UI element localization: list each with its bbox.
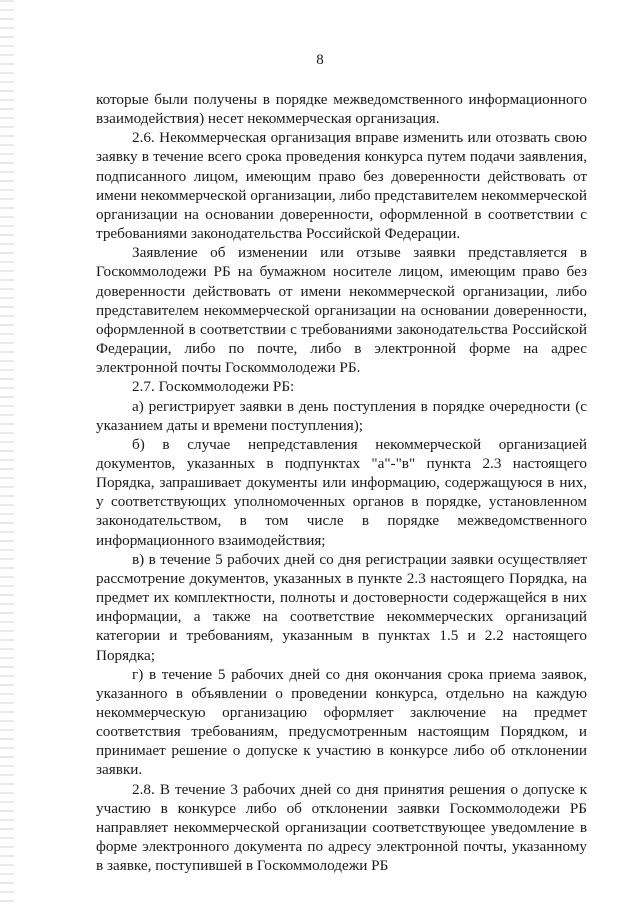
paragraph-2-7: 2.7. Госкоммолодежи РБ: — [132, 378, 295, 396]
document-body — [96, 90, 587, 875]
scan-edge-artifact — [0, 0, 14, 905]
paragraph-2-6: 2.6. Некоммерческая организация вправе изменить или отозвать свою заявку в течение всего срока проведения конкурса путем подачи заявления, подписанного лицом, имеющим право без доверенности действовать от имени некоммерческой организации, либо представителем некоммерческой организации на основании доверенности, оформленной в соответствии с требованиями законодательства Российской Федерации. — [96, 129, 587, 243]
paragraph-2-7-g: г) в течение 5 рабочих дней со дня окончания срока приема заявок, указанного в объявлении о проведении конкурса, отдельно на каждую некоммерческую организацию оформляет заключение на предмет соответствия требованиям, предусмотренным настоящим Порядком, и принимает решение о допуске к участию в конкурсе либо об отклонении заявки. — [96, 665, 587, 779]
paragraph-2-7-v: в) в течение 5 рабочих дней со дня регистрации заявки осуществляет рассмотрение документов, указанных в пункте 2.3 настоящего Порядка, на предмет их комплектности, полноты и достоверности содержащейся в них информации, а также на соответствие некоммерческих организаций категории и требованиям, указанным в пунктах 1.5 и 2.2 настоящего Порядка; — [96, 550, 587, 664]
paragraph-2-7-a: а) регистрирует заявки в день поступления в порядке очередности (с указанием даты и времени поступления); — [96, 397, 587, 434]
paragraph-2-7-b: б) в случае непредставления некоммерческой организацией документов, указанных в подпунктах "а"-"в" пункта 2.3 настоящего Порядка, запрашивает документы или информацию, содержащуюся в них, у соответствующих уполномоченных органов в порядке, установленном законодательством, в том числе в порядке межведомственного информационного взаимодействия; — [96, 435, 587, 549]
paragraph-1: которые были получены в порядке межведомственного информационного взаимодействия) несет некоммерческая организация. — [96, 91, 587, 128]
page-number: 8 — [316, 52, 324, 68]
paragraph-2-8: 2.8. В течение 3 рабочих дней со дня принятия решения о допуске к участию в конкурсе либо об отклонении заявки Госкоммолодежи РБ направляет некоммерческой организации соответствующее уведомление в форме электронного документа по адресу электронной почты, указанному в заявке, поступившей в Госкоммолодежи РБ — [96, 780, 587, 875]
paragraph-statement: Заявление об изменении или отзыве заявки представляется в Госкоммолодежи РБ на бумажном носителе лицом, имеющим право без доверенности действовать от имени некоммерческой организации, либо представителем некоммерческой организации на основании доверенности, оформленной в соответствии с требованиями законодательства Российской Федерации, либо по почте, либо в электронной форме на адрес электронной почты Госкоммолодежи РБ. — [96, 244, 587, 377]
